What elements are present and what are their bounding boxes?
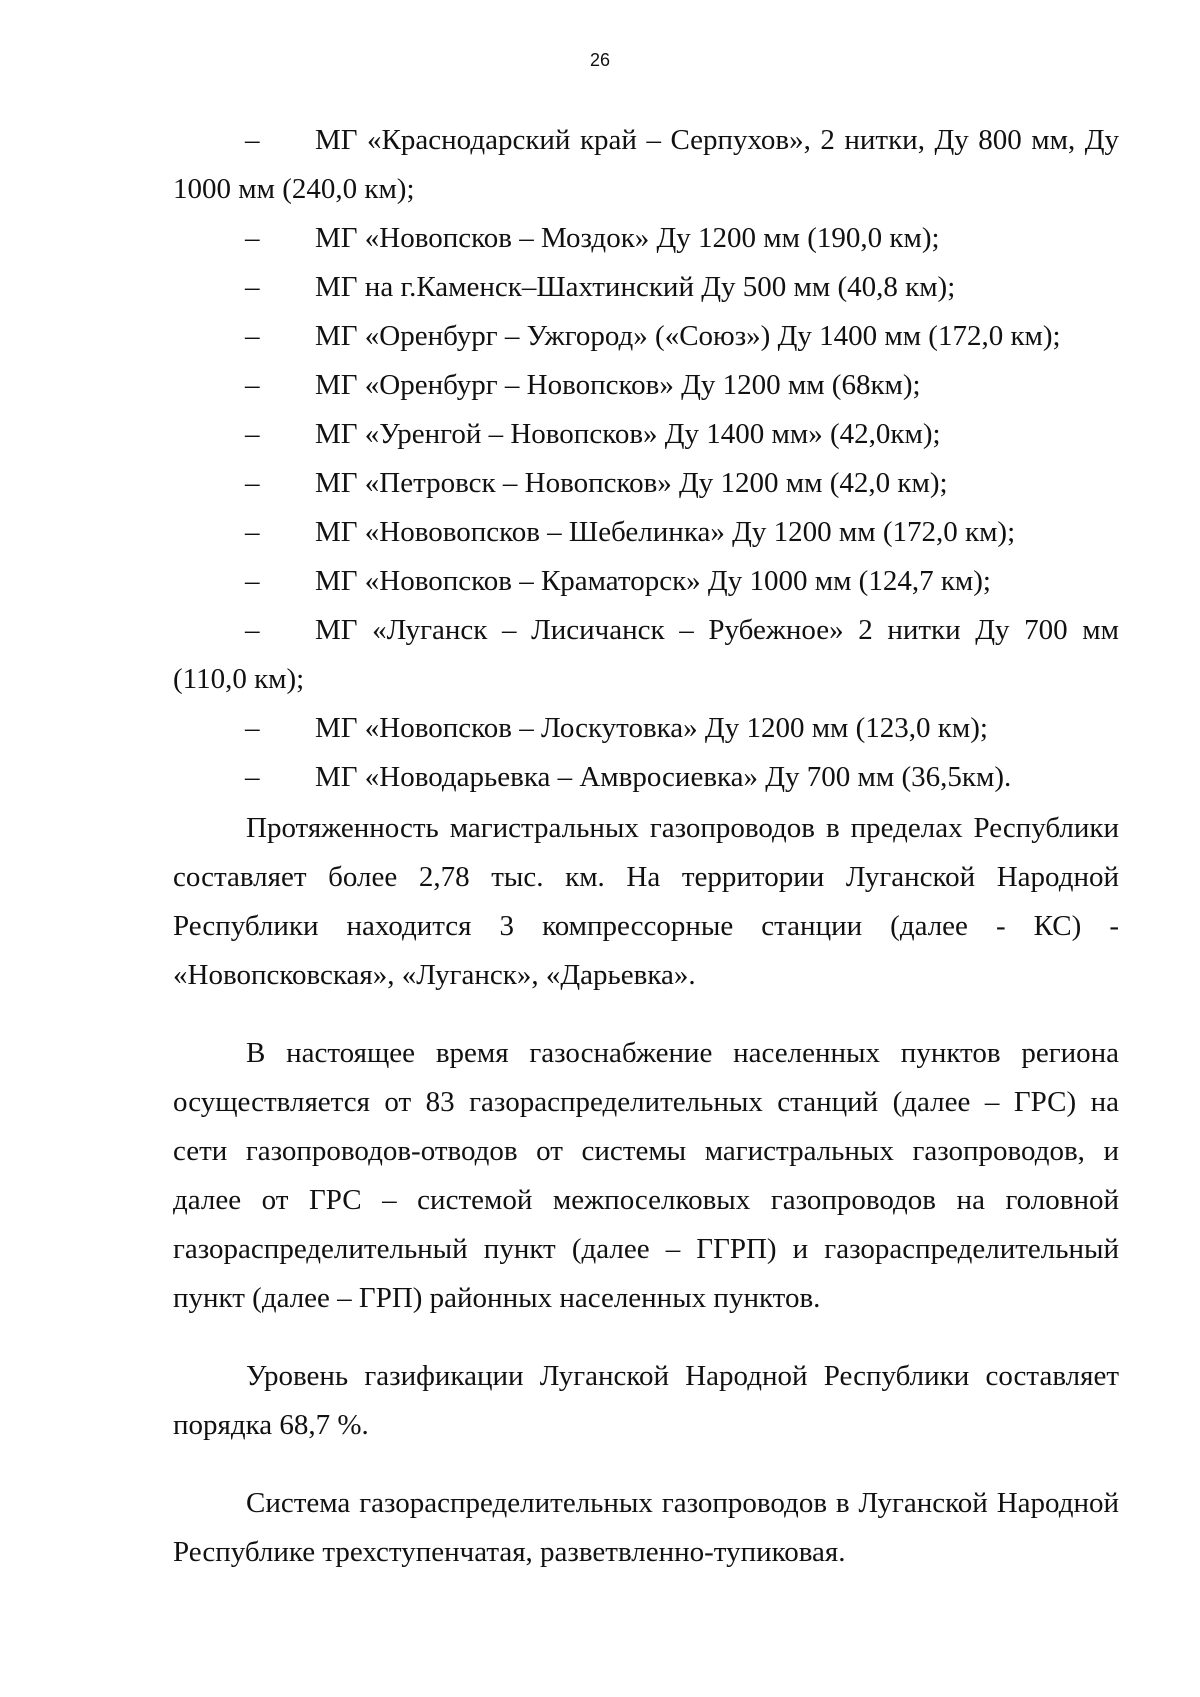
list-dash: – (245, 124, 260, 156)
list-dash: – (245, 516, 260, 548)
pipeline-list-item (173, 410, 1119, 459)
pipeline-list-item-text: МГ «Новопсков – Краматорск» Ду 1000 мм (124,7 км); (315, 565, 991, 597)
paragraph-pipeline-length: Протяженность магистральных газопроводов в пределах Республики составляет более 2,78 тыс. км. На территории Луганской Народной Республики находится 3 компрессорные станции (далее - КС) - «Новопсковская», «Луганск», «Дарьевка». (173, 812, 1119, 991)
pipeline-list-item-text: МГ «Оренбург – Ужгород» («Союз») Ду 1400 мм (172,0 км); (315, 320, 1061, 352)
paragraph-gasification-level: Уровень газификации Луганской Народной Республики составляет порядка 68,7 %. (173, 1360, 1119, 1441)
list-dash: – (245, 467, 260, 499)
pipeline-list-item (173, 704, 1119, 753)
pipeline-list-item-text: МГ «Оренбург – Новопсков» Ду 1200 мм (68км); (315, 369, 921, 401)
pipeline-list-item (173, 214, 1119, 263)
pipeline-list-item (173, 606, 1119, 704)
list-dash: – (245, 418, 260, 450)
pipeline-list-item-text: МГ «Уренгой – Новопсков» Ду 1400 мм» (42,0км); (315, 418, 941, 450)
list-dash: – (245, 712, 260, 744)
list-dash: – (245, 565, 260, 597)
pipeline-list-item-text: МГ «Новопсков – Моздок» Ду 1200 мм (190,0 км); (315, 222, 940, 254)
pipeline-list-item (173, 116, 1119, 214)
pipeline-list-item (173, 557, 1119, 606)
list-dash: – (245, 271, 260, 303)
pipeline-list-item (173, 459, 1119, 508)
document-body (173, 116, 1119, 1606)
paragraph-gas-supply: В настоящее время газоснабжение населенных пунктов региона осуществляется от 83 газораспределительных станций (далее – ГРС) на сети газопроводов-отводов от системы магистральных газопроводов, и далее от ГРС – системой межпоселковых газопроводов на головной газораспределительный пункт (далее – ГГРП) и газораспределительный пункт (далее – ГРП) районных населенных пунктов. (173, 1037, 1119, 1314)
list-dash: – (245, 369, 260, 401)
list-dash: – (245, 761, 260, 793)
list-dash: – (245, 614, 260, 646)
pipeline-list-item-text: МГ «Луганск – Лисичанск – Рубежное» 2 нитки Ду 700 мм (110,0 км); (173, 614, 1119, 695)
pipeline-list-item-text: МГ «Новодарьевка – Амвросиевка» Ду 700 мм (36,5км). (315, 761, 1012, 793)
pipeline-list-item-text: МГ «Нововопсков – Шебелинка» Ду 1200 мм (172,0 км); (315, 516, 1016, 548)
pipeline-list-item (173, 263, 1119, 312)
pipeline-list-item (173, 361, 1119, 410)
page-number: 26 (589, 50, 611, 70)
pipeline-list-item (173, 508, 1119, 557)
pipeline-list-item-text: МГ «Новопсков – Лоскутовка» Ду 1200 мм (123,0 км); (315, 712, 988, 744)
pipeline-list-item-text: МГ на г.Каменск–Шахтинский Ду 500 мм (40,8 км); (315, 271, 956, 303)
paragraph-distribution-system: Система газораспределительных газопроводов в Луганской Народной Республике трехступенчатая, разветвленно-тупиковая. (173, 1487, 1119, 1568)
pipeline-list-item (173, 753, 1119, 802)
pipeline-list-item-text: МГ «Петровск – Новопсков» Ду 1200 мм (42,0 км); (315, 467, 948, 499)
list-dash: – (245, 320, 260, 352)
pipeline-list-item (173, 312, 1119, 361)
list-dash: – (245, 222, 260, 254)
pipeline-list-item-text: МГ «Краснодарский край – Серпухов», 2 нитки, Ду 800 мм, Ду 1000 мм (240,0 км); (173, 124, 1119, 205)
